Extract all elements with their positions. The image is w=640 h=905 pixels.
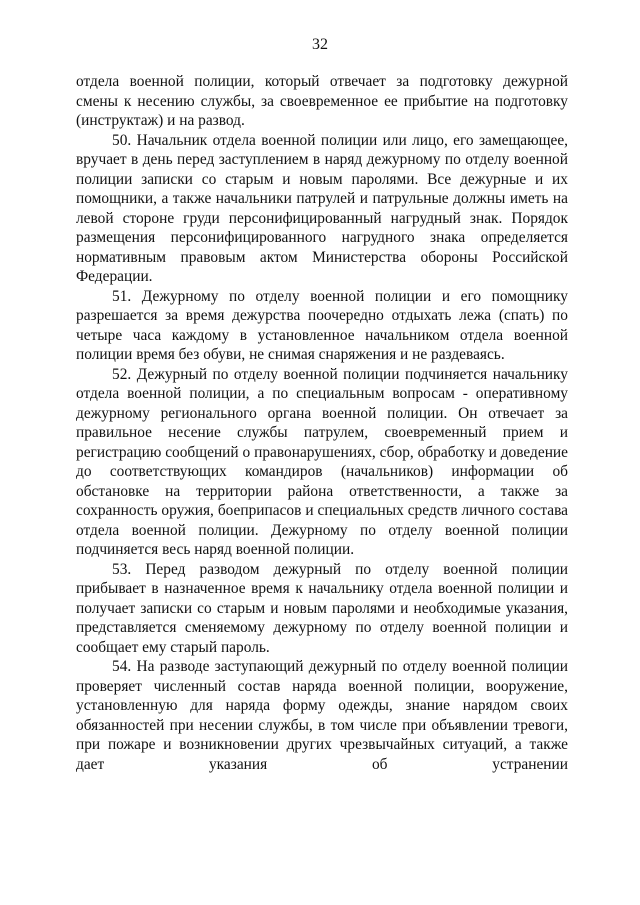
paragraph-continuation: отдела военной полиции, который отвечает за подготовку дежурной смены к несению службы, за своевременное ее прибытие на подготовку (инструктаж) и на развод.: [76, 73, 568, 129]
paragraph-53: 53. Перед разводом дежурный по отделу военной полиции прибывает в назначенное время к начальнику отдела военной полиции и получает записки со старым и новым паролями и необходимые указания, представляется сменяемому дежурному по отделу военной полиции и сообщает ему старый пароль.: [76, 560, 568, 656]
paragraph-54: 54. На разводе заступающий дежурный по отделу военной полиции проверяет численный состав наряда военной полиции, вооружение, установленную для наряда форму одежды, знание нарядом своих обязанностей при несении службы, в том числе при объявлении тревоги, при пожаре и возникновении других чрезвычайных ситуаций, а также дает указания об устранении: [76, 658, 568, 773]
page-number: 32: [312, 36, 328, 53]
document-body: [76, 72, 568, 774]
paragraph-50: 50. Начальник отдела военной полиции или лицо, его замещающее, вручает в день перед заступлением в наряд дежурному по отделу военной полиции записки со старым и новым паролями. Все дежурные и их помощники, а также начальники патрулей и патрульные должны иметь на левой стороне груди персонифицированный нагрудный знак. Порядок размещения персонифицированного нагрудного знака определяется нормативным правовым актом Министерства обороны Российской Федерации.: [76, 131, 568, 285]
paragraph-51: 51. Дежурному по отделу военной полиции и его помощнику разрешается за время дежурства поочередно отдыхать лежа (спать) по четыре часа каждому в установленное начальником отдела военной полиции время без обуви, не снимая снаряжения и не раздеваясь.: [76, 287, 568, 363]
paragraph-52: 52. Дежурный по отделу военной полиции подчиняется начальнику отдела военной полиции, а по специальным вопросам - оперативному дежурному регионального органа военной полиции. Он отвечает за правильное несение службы патрулем, своевременный прием и регистрацию сообщений о правонарушениях, сбор, обработку и доведение до соответствующих командиров (начальников) информации об обстановке на территории района ответственности, а также за сохранность оружия, боеприпасов и специальных средств личного состава отдела военной полиции. Дежурному по отделу военной полиции подчиняется весь наряд военной полиции.: [76, 365, 568, 558]
